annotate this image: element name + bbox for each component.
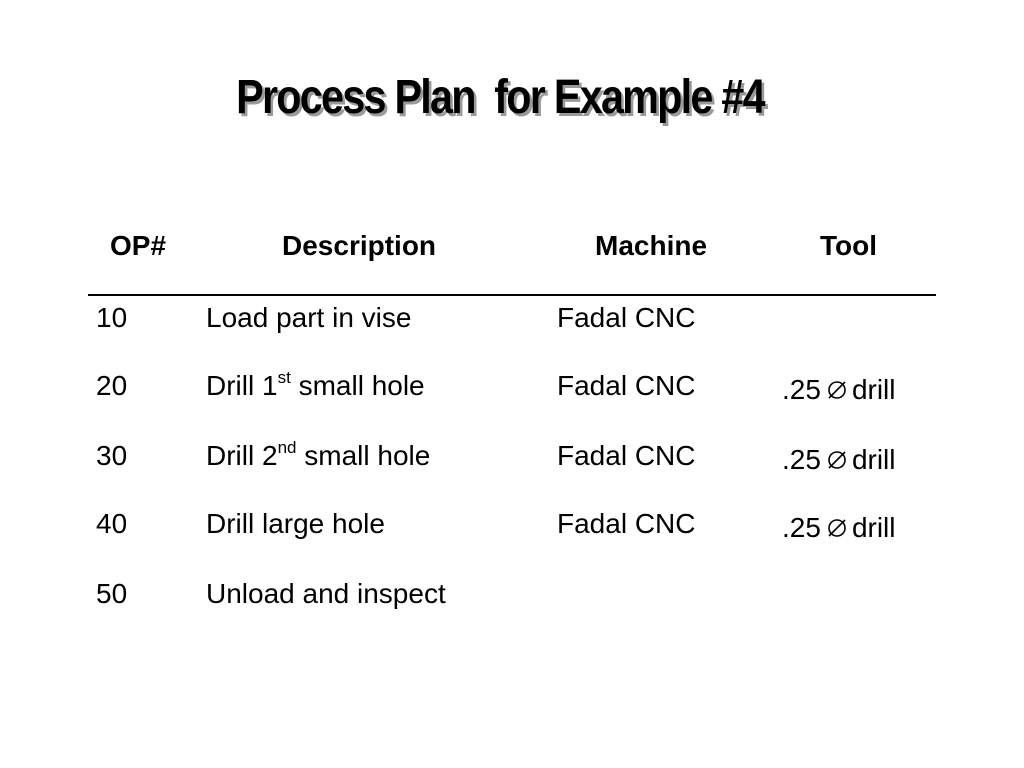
tool-label: drill (851, 374, 896, 405)
tool-size: .25 (782, 512, 821, 543)
column-header-op: OP# (110, 230, 167, 261)
row-50-op: 50 (96, 578, 128, 609)
row-10-op: 10 (96, 302, 128, 333)
row-40-op: 40 (96, 508, 128, 539)
diameter-icon (826, 517, 848, 539)
row-20-description: Drill 1st small hole (206, 368, 425, 401)
row-30-tool (782, 440, 896, 476)
tool-label: drill (851, 444, 896, 475)
diameter-icon (826, 379, 848, 401)
row-50-description: Unload and inspect (206, 578, 446, 609)
diameter-icon (826, 449, 848, 471)
tool-size: .25 (782, 374, 821, 405)
header-divider (88, 294, 936, 296)
row-20-op: 20 (96, 370, 128, 401)
row-40-tool (782, 508, 896, 544)
row-30-op: 30 (96, 440, 128, 471)
column-header-machine: Machine (595, 230, 708, 261)
row-40-machine: Fadal CNC (557, 508, 696, 539)
tool-label: drill (851, 512, 896, 543)
column-header-description: Description (282, 230, 437, 261)
column-header-tool: Tool (820, 230, 878, 261)
row-20-tool (782, 370, 896, 406)
row-10-machine: Fadal CNC (557, 302, 696, 333)
row-20-machine: Fadal CNC (557, 370, 696, 401)
row-40-description: Drill large hole (206, 508, 385, 539)
tool-size: .25 (782, 444, 821, 475)
row-30-machine: Fadal CNC (557, 440, 696, 471)
ordinal-superscript: st (277, 368, 291, 387)
ordinal-superscript: nd (277, 438, 297, 457)
page-title: Process Plan for Example #4 (236, 71, 764, 124)
row-30-description: Drill 2nd small hole (206, 438, 431, 471)
row-10-description: Load part in vise (206, 302, 412, 333)
